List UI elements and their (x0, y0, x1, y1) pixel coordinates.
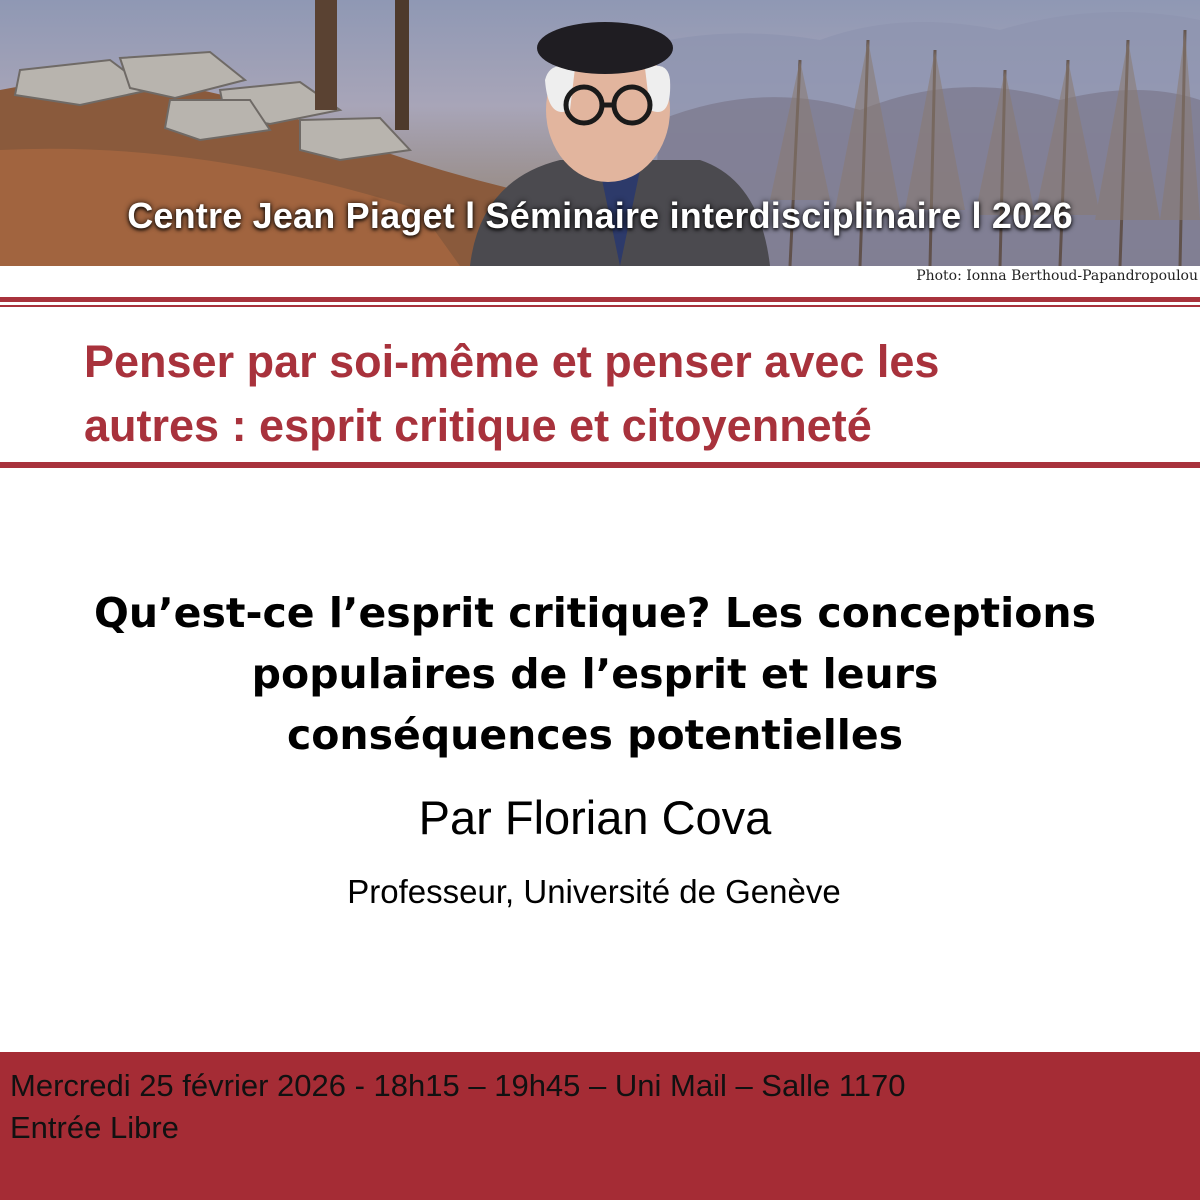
photo-credit: Photo: Ionna Berthoud-Papandropoulou (916, 268, 1198, 284)
top-divider (0, 297, 1200, 302)
bottom-divider (0, 462, 1200, 468)
talk-title-line-2: populaires de l’esprit et leurs (251, 650, 939, 698)
talk-title-line-1: Qu’est-ce l’esprit critique? Les conceptions (94, 589, 1096, 637)
seminar-series-title: Centre Jean Piaget l Séminaire interdisciplinaire l 2026 (127, 195, 1073, 236)
admission-note: Entrée Libre (10, 1110, 179, 1145)
event-date-time-location: Mercredi 25 février 2026 - 18h15 – 19h45 – Uni Mail – Salle 1170 (10, 1068, 906, 1103)
talk-title-line-3: conséquences potentielles (286, 711, 904, 759)
seminar-theme-title (84, 330, 1184, 458)
talk-title (0, 583, 1190, 766)
event-details-band (0, 1052, 1200, 1200)
header-photo (0, 0, 1200, 266)
top-divider-thin (0, 305, 1200, 307)
theme-line-2: autres : esprit critique et citoyenneté (84, 400, 872, 451)
theme-line-1: Penser par soi-même et penser avec les (84, 336, 940, 387)
speaker-name: Par Florian Cova (418, 791, 772, 844)
speaker-affiliation: Professeur, Université de Genève (347, 873, 841, 910)
